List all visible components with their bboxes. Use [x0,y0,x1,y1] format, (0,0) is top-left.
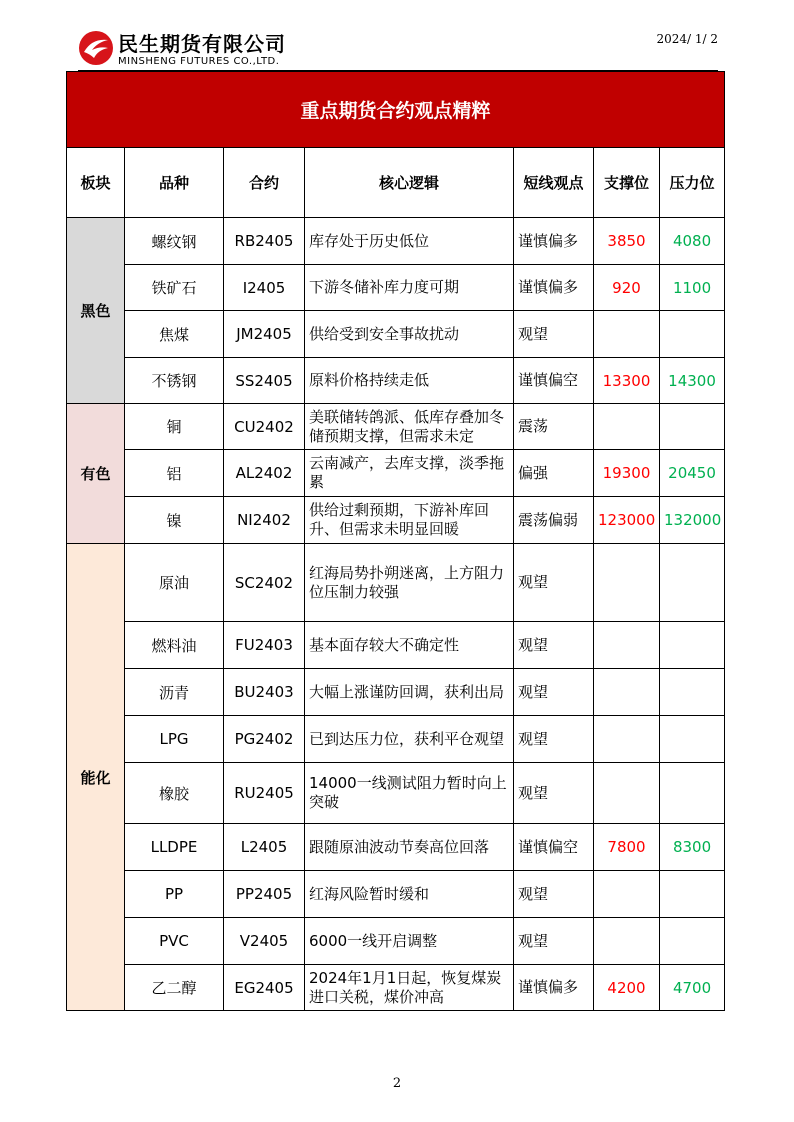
variety-cell: 焦煤 [125,311,224,358]
table-row [67,404,725,450]
logic-cell: 供给过剩预期，下游补库回升、但需求未明显回暖 [305,497,514,544]
view-cell: 谨慎偏多 [514,218,594,265]
header-contract: 合约 [224,148,305,218]
page-header [78,26,718,70]
table-row [67,497,725,544]
view-cell: 谨慎偏多 [514,265,594,311]
support-cell [594,544,660,622]
page-number: 2 [392,1076,402,1091]
view-cell: 观望 [514,669,594,716]
variety-cell: 燃料油 [125,622,224,669]
table-row [67,918,725,965]
variety-cell: 铜 [125,404,224,450]
support-cell: 123000 [594,497,660,544]
support-cell [594,311,660,358]
company-name-en: MINSHENG FUTURES CO.,LTD. [118,56,280,67]
variety-cell: 铁矿石 [125,265,224,311]
logic-cell: 库存处于历史低位 [305,218,514,265]
contract-cell: SS2405 [224,358,305,404]
variety-cell: 螺纹钢 [125,218,224,265]
view-cell: 观望 [514,622,594,669]
variety-cell: LLDPE [125,824,224,871]
table-row [67,763,725,824]
resistance-cell [660,763,725,824]
table-row [67,358,725,404]
table-row [67,218,725,265]
contract-cell: V2405 [224,918,305,965]
contract-cell: EG2405 [224,965,305,1011]
header-sector: 板块 [67,148,125,218]
logic-cell: 跟随原油波动节奏高位回落 [305,824,514,871]
logic-cell: 2024年1月1日起，恢复煤炭进口关税，煤价冲高 [305,965,514,1011]
resistance-cell [660,716,725,763]
header-support: 支撑位 [594,148,660,218]
table-row [67,265,725,311]
support-cell [594,622,660,669]
support-cell: 19300 [594,450,660,497]
support-cell: 4200 [594,965,660,1011]
support-cell [594,871,660,918]
resistance-cell: 1100 [660,265,725,311]
header-view: 短线观点 [514,148,594,218]
table-row [67,965,725,1011]
variety-cell: 沥青 [125,669,224,716]
variety-cell: 原油 [125,544,224,622]
contract-cell: L2405 [224,824,305,871]
resistance-cell [660,918,725,965]
variety-cell: LPG [125,716,224,763]
logic-cell: 美联储转鸽派、低库存叠加冬储预期支撑，但需求未定 [305,404,514,450]
variety-cell: PP [125,871,224,918]
resistance-cell: 4080 [660,218,725,265]
contract-cell: NI2402 [224,497,305,544]
variety-cell: 乙二醇 [125,965,224,1011]
logic-cell: 14000一线测试阻力暂时向上突破 [305,763,514,824]
support-cell [594,669,660,716]
sector-energy: 能化 [67,544,125,1011]
view-cell: 观望 [514,763,594,824]
logic-cell: 下游冬储补库力度可期 [305,265,514,311]
support-cell: 7800 [594,824,660,871]
variety-cell: 橡胶 [125,763,224,824]
futures-table [66,71,725,1011]
resistance-cell: 132000 [660,497,725,544]
contract-cell: PG2402 [224,716,305,763]
contract-cell: CU2402 [224,404,305,450]
table-title: 重点期货合约观点精粹 [67,72,725,148]
header-resistance: 压力位 [660,148,725,218]
variety-cell: 铝 [125,450,224,497]
contract-cell: RB2405 [224,218,305,265]
resistance-cell [660,544,725,622]
table-row [67,716,725,763]
resistance-cell: 14300 [660,358,725,404]
support-cell: 920 [594,265,660,311]
view-cell: 谨慎偏空 [514,824,594,871]
resistance-cell [660,311,725,358]
contract-cell: BU2403 [224,669,305,716]
report-date: 2024/ 1/ 2 [656,32,718,46]
support-cell [594,763,660,824]
support-cell: 13300 [594,358,660,404]
logic-cell: 红海风险暂时缓和 [305,871,514,918]
header-variety: 品种 [125,148,224,218]
view-cell: 观望 [514,311,594,358]
resistance-cell [660,404,725,450]
view-cell: 震荡 [514,404,594,450]
view-cell: 观望 [514,871,594,918]
table-row [67,824,725,871]
resistance-cell [660,871,725,918]
contract-cell: I2405 [224,265,305,311]
contract-cell: FU2403 [224,622,305,669]
resistance-cell [660,669,725,716]
view-cell: 偏强 [514,450,594,497]
contract-cell: RU2405 [224,763,305,824]
variety-cell: 镍 [125,497,224,544]
view-cell: 谨慎偏空 [514,358,594,404]
table-row [67,622,725,669]
sector-black: 黑色 [67,218,125,404]
support-cell [594,918,660,965]
resistance-cell: 4700 [660,965,725,1011]
header-logic: 核心逻辑 [305,148,514,218]
support-cell: 3850 [594,218,660,265]
minsheng-logo-icon [78,30,114,66]
logic-cell: 供给受到安全事故扰动 [305,311,514,358]
resistance-cell [660,622,725,669]
variety-cell: 不锈钢 [125,358,224,404]
view-cell: 观望 [514,716,594,763]
contract-cell: AL2402 [224,450,305,497]
logic-cell: 红海局势扑朔迷离，上方阻力位压制力较强 [305,544,514,622]
support-cell [594,716,660,763]
contract-cell: SC2402 [224,544,305,622]
logic-cell: 大幅上涨谨防回调，获利出局 [305,669,514,716]
contract-cell: JM2405 [224,311,305,358]
sector-nonferrous: 有色 [67,404,125,544]
table-row [67,669,725,716]
logic-cell: 云南减产，去库支撑，淡季拖累 [305,450,514,497]
view-cell: 震荡偏弱 [514,497,594,544]
contract-cell: PP2405 [224,871,305,918]
table-row [67,311,725,358]
logic-cell: 原料价格持续走低 [305,358,514,404]
table-row [67,871,725,918]
table-row [67,544,725,622]
logic-cell: 基本面存较大不确定性 [305,622,514,669]
resistance-cell: 20450 [660,450,725,497]
view-cell: 观望 [514,544,594,622]
logic-cell: 已到达压力位，获利平仓观望 [305,716,514,763]
view-cell: 谨慎偏多 [514,965,594,1011]
resistance-cell: 8300 [660,824,725,871]
variety-cell: PVC [125,918,224,965]
company-name-cn: 民生期货有限公司 [118,32,286,56]
view-cell: 观望 [514,918,594,965]
table-row [67,450,725,497]
support-cell [594,404,660,450]
logic-cell: 6000一线开启调整 [305,918,514,965]
